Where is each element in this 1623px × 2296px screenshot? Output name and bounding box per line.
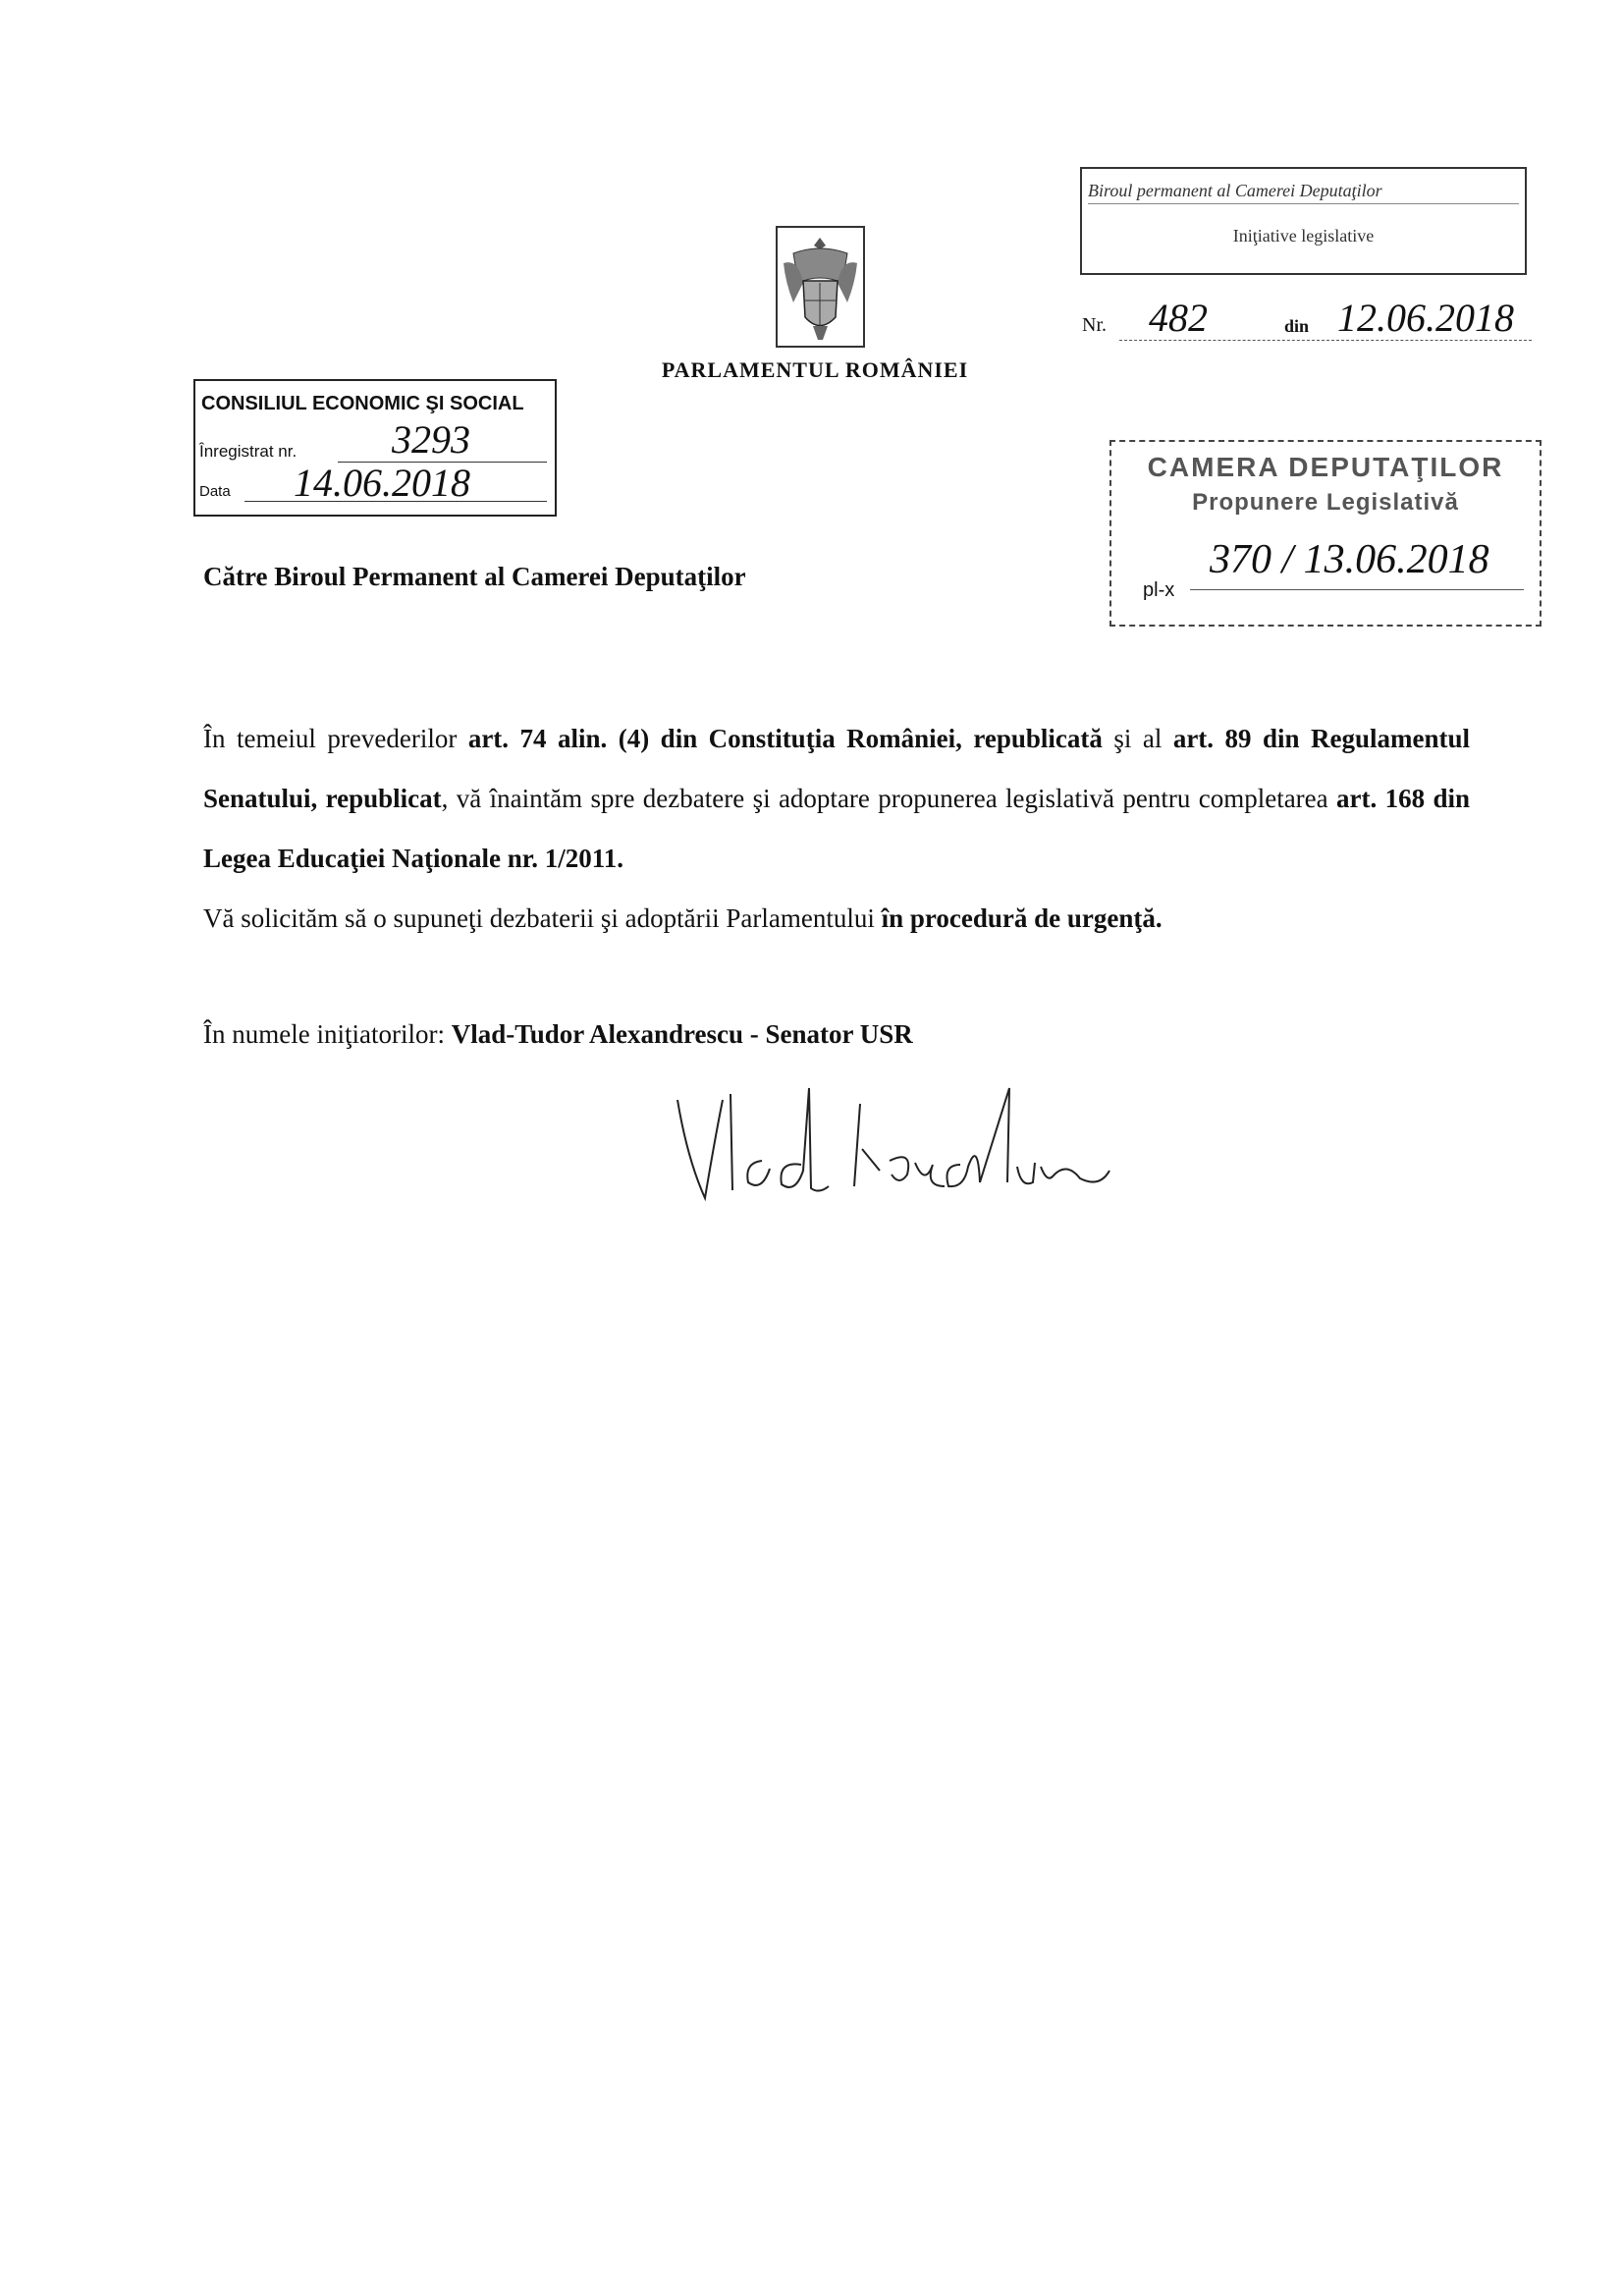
stamp-ces-title: CONSILIUL ECONOMIC ŞI SOCIAL	[201, 393, 524, 414]
p1-text: şi al	[1102, 724, 1173, 753]
stamp-ces-reg-value: 3293	[392, 417, 470, 462]
stamp-birou-line2: Iniţiative legislative	[1232, 226, 1375, 246]
paragraph-2	[203, 889, 1470, 949]
handwritten-signature	[668, 1080, 1178, 1218]
recipient-line: Către Biroul Permanent al Camerei Deputaţilor	[203, 562, 746, 591]
p1-bold: art. 168 din Legea Educaţiei Naţionale nr. 1/2011.	[203, 784, 1470, 873]
stamp-cam-pl-value: 370 / 13.06.2018	[1210, 537, 1489, 582]
stamp-ces-date-label: Data	[199, 483, 231, 500]
stamp-camera-deputatilor	[1109, 440, 1542, 627]
initiators-line	[203, 1019, 913, 1050]
handwritten-nr: 482	[1149, 296, 1208, 340]
p1-bold: art. 89 din Regulamentul Senatului, republicat	[203, 724, 1470, 813]
initiators-name: Vlad-Tudor Alexandrescu - Senator USR	[451, 1019, 913, 1049]
stamp-cam-line1: CAMERA DEPUTAŢILOR	[1147, 452, 1504, 482]
p1-bold: art. 74 alin. (4) din Constituţia României, republicată	[467, 724, 1103, 753]
p1-text: În temeiul prevederilor	[203, 724, 468, 753]
handwritten-date: 12.06.2018	[1337, 296, 1514, 340]
nr-label: Nr.	[1082, 314, 1107, 336]
stamp-birou-line1: Biroul permanent al Camerei Deputaţilor	[1088, 181, 1519, 204]
institution-name: PARLAMENTUL ROMÂNIEI	[661, 357, 969, 382]
body-paragraphs	[203, 709, 1470, 949]
stamp-consiliul-economic	[193, 379, 557, 517]
stamp-ces-reg-label: Înregistrat nr.	[199, 442, 298, 461]
registration-number-line	[1080, 295, 1532, 344]
underline	[1119, 340, 1532, 341]
p2-text: Vă solicităm să o supuneţi dezbaterii şi adoptării Parlamentului	[203, 903, 882, 933]
stamp-cam-line2: Propunere Legislativă	[1192, 489, 1459, 516]
stamp-ces-date-value: 14.06.2018	[294, 461, 470, 505]
underline	[1190, 589, 1524, 590]
paragraph-1	[203, 709, 1470, 889]
p2-bold: în procedură de urgenţă.	[881, 903, 1163, 933]
p1-text: , vă înaintăm spre dezbatere şi adoptare propunerea legislativă pentru completarea	[441, 784, 1336, 813]
stamp-biroul-permanent	[1080, 167, 1527, 275]
romanian-coat-of-arms-icon	[774, 224, 867, 350]
stamp-cam-pl-label: pl-x	[1143, 579, 1175, 601]
underline	[244, 501, 547, 502]
initiators-text: În numele iniţiatorilor:	[203, 1019, 452, 1049]
din-label: din	[1284, 316, 1310, 336]
